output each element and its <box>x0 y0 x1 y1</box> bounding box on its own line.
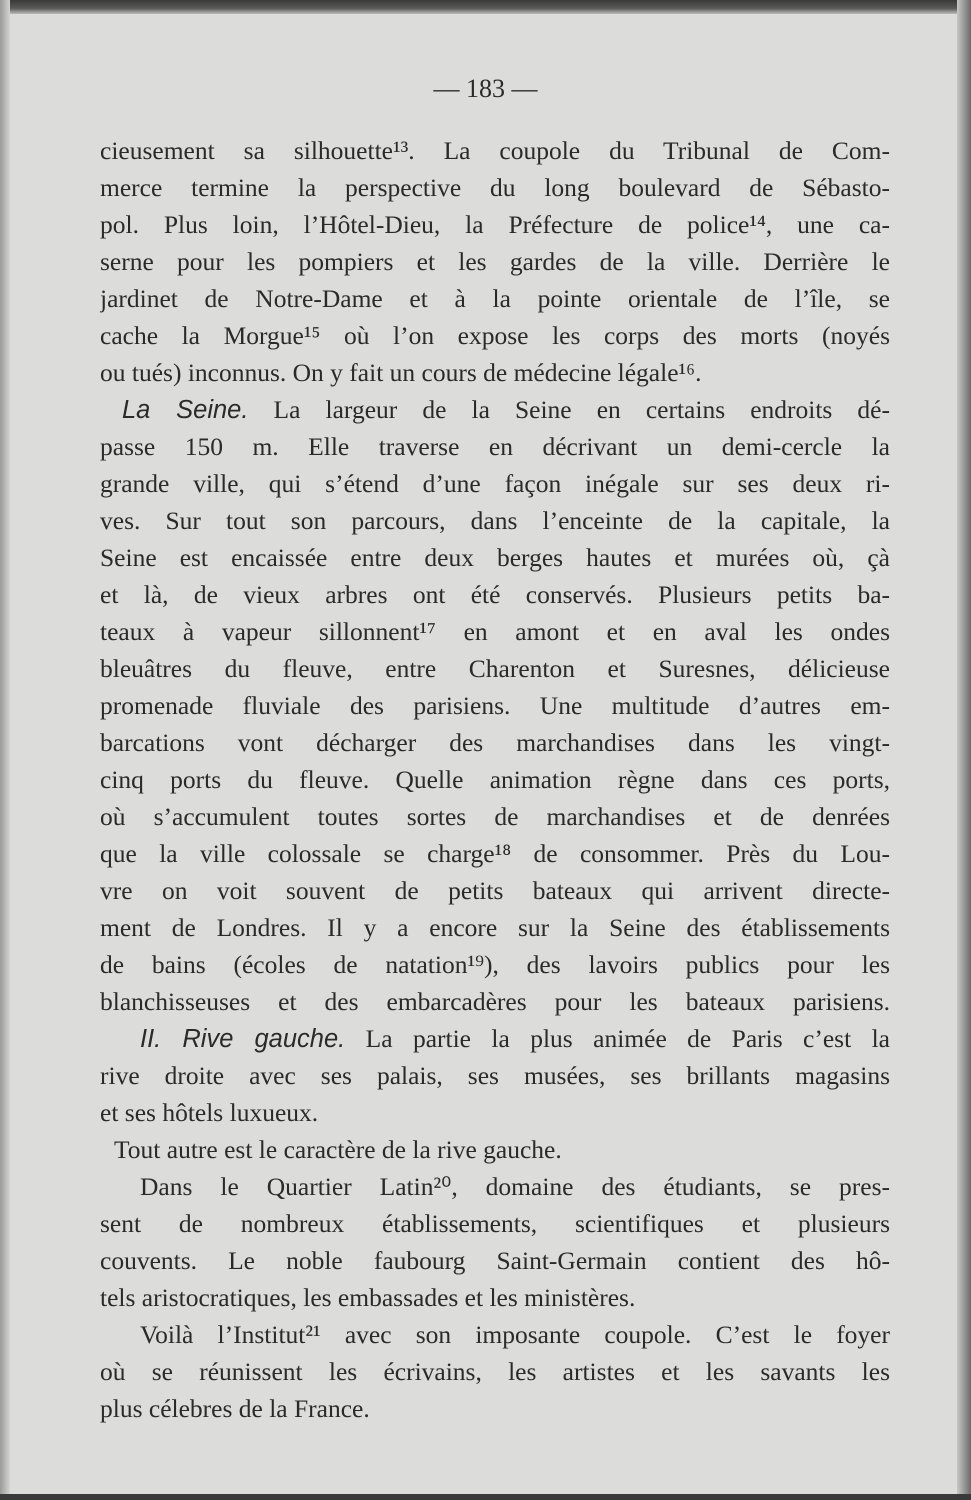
page-top-edge <box>0 0 971 14</box>
text-line: sent de nombreux établissements, scientifiques et plusieurs <box>100 1209 890 1238</box>
section-heading-seine: La Seine. <box>122 396 249 424</box>
text-line: barcations vont décharger des marchandises dans les vingt- <box>100 728 890 757</box>
text-line: serne pour les pompiers et les gardes de la ville. Derrière le <box>100 247 890 276</box>
text-line: passe 150 m. Elle traverse en décrivant un demi-cercle la <box>100 432 890 461</box>
text-line: tels aristocratiques, les embassades et les ministères. <box>100 1283 636 1312</box>
text-line: grande ville, qui s’étend d’une façon inégale sur ses deux ri- <box>100 469 890 498</box>
page-bottom-edge <box>0 1494 971 1500</box>
text-line: cinq ports du fleuve. Quelle animation règne dans ces ports, <box>100 765 890 794</box>
text-line: ou tués) inconnus. On y fait un cours de médecine légale¹⁶. <box>100 358 702 387</box>
text-line-with-heading <box>100 391 890 428</box>
text-line: et là, de vieux arbres ont été conservés. Plusieurs petits ba- <box>100 580 890 609</box>
text-line: couvents. Le noble faubourg Saint-Germain contient des hô- <box>100 1246 890 1275</box>
text-line: jardinet de Notre-Dame et à la pointe orientale de l’île, se <box>100 284 890 313</box>
text-line: merce termine la perspective du long boulevard de Sébasto- <box>100 173 890 202</box>
text-run: La partie la plus animée de Paris c’est la <box>365 1024 890 1053</box>
text-line: de bains (écoles de natation¹⁹), des lavoirs publics pour les <box>100 950 890 979</box>
text-line: où s’accumulent toutes sortes de marchandises et de denrées <box>100 802 890 831</box>
text-line: Seine est encaissée entre deux berges hautes et murées où, çà <box>100 543 890 572</box>
text-line: promenade fluviale des parisiens. Une multitude d’autres em- <box>100 691 890 720</box>
text-line-with-heading <box>100 1020 890 1057</box>
text-line: vre on voit souvent de petits bateaux qui arrivent directe- <box>100 876 890 905</box>
text-line: bleuâtres du fleuve, entre Charenton et Suresnes, délicieuse <box>100 654 890 683</box>
text-line: teaux à vapeur sillonnent¹⁷ en amont et en aval les ondes <box>100 617 890 646</box>
page-right-edge <box>957 0 971 1500</box>
text-line: où se réunissent les écrivains, les artistes et les savants les <box>100 1357 890 1386</box>
text-line: rive droite avec ses palais, ses musées, ses brillants magasins <box>100 1061 890 1090</box>
text-line: ment de Londres. Il y a encore sur la Seine des établissements <box>100 913 890 942</box>
text-line: plus célebres de la France. <box>100 1394 370 1423</box>
text-line: cache la Morgue¹⁵ où l’on expose les corps des morts (noyés <box>100 321 890 350</box>
text-line: Dans le Quartier Latin²⁰, domaine des étudiants, se pres- <box>140 1172 890 1201</box>
text-line: cieusement sa silhouette¹³. La coupole du Tribunal de Com- <box>100 136 890 165</box>
text-line: ves. Sur tout son parcours, dans l’enceinte de la capitale, la <box>100 506 890 535</box>
text-run: La largeur de la Seine en certains endroits dé- <box>273 395 890 424</box>
body-text <box>100 132 890 1427</box>
text-line: Voilà l’Institut²¹ avec son imposante coupole. C’est le foyer <box>140 1320 890 1349</box>
text-line: blanchisseuses et des embarcadères pour les bateaux parisiens. <box>100 987 890 1016</box>
page-left-edge <box>0 0 10 1500</box>
section-heading-rive-gauche: II. Rive gauche. <box>140 1025 346 1053</box>
text-line: que la ville colossale se charge¹⁸ de consommer. Près du Lou- <box>100 839 890 868</box>
text-line: et ses hôtels luxueux. <box>100 1098 319 1127</box>
page-number: — 183 — <box>433 74 538 103</box>
text-line: pol. Plus loin, l’Hôtel-Dieu, la Préfecture de police¹⁴, une ca- <box>100 210 890 239</box>
text-line: Tout autre est le caractère de la rive gauche. <box>114 1135 562 1164</box>
